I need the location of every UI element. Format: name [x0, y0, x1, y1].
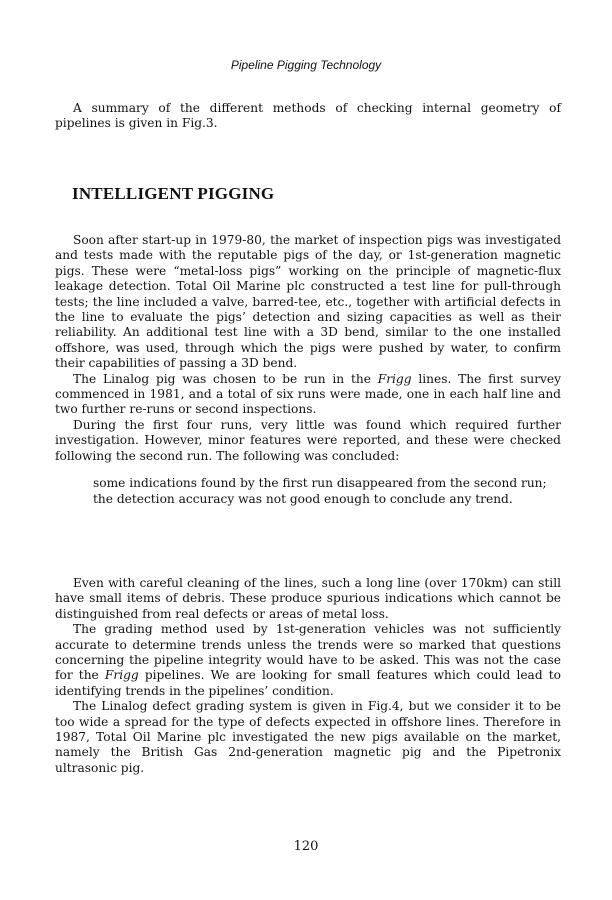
section-heading: INTELLIGENT PIGGING [72, 184, 275, 203]
paragraph-new-pigs: The Linalog defect grading system is given in Fig.4, but we consider it to be too wide a spread for the type of defects expected in offshore lines. Therefore in 1987, Total Oil Marine plc investigated the new pigs available on the market, namely the British Gas 2nd-generation magnetic pig and the Pipetronix ultrasonic pig. [55, 699, 561, 775]
paragraph-grading-method: The grading method used by 1st-generation vehicles was not sufficiently accurate to determine trends unless the trends were so marked that questions concerning the pipeline integrity would have to be asked. This was not the case for the Frigg pipelines. We are looking for small features which could lead to identifying trends in the pipelines’ condition. [55, 622, 561, 698]
conclusions-list [55, 476, 561, 507]
intro-block [55, 101, 561, 132]
list-item: the detection accuracy was not good enough to conclude any trend. [93, 491, 513, 506]
paragraph-debris: Even with careful cleaning of the lines, such a long line (over 170km) can still have small items of debris. These produce spurious indications which cannot be distinguished from real defects or areas of metal loss. [55, 576, 561, 621]
running-head: Pipeline Pigging Technology [230, 58, 382, 72]
paragraph-linalog-selection: The Linalog pig was chosen to be run in the Frigg lines. The first survey commenced in 1981, and a total of six runs were made, one in each half line and two further re-runs or second inspections. [55, 371, 561, 417]
page-number: 120 [293, 839, 319, 854]
intro-paragraph: A summary of the different methods of checking internal geometry of pipelines is given in Fig.3. [55, 101, 561, 131]
frigg-italic: Frigg [377, 371, 412, 386]
paragraph-first-four-runs: During the first four runs, very little was found which required further investigation. However, minor features were reported, and these were checked following the second run. The following was concluded: [55, 417, 561, 463]
section-body-1 [55, 233, 561, 519]
frigg-italic: Frigg [104, 668, 139, 683]
list-item: some indications found by the first run disappeared from the second run; [93, 476, 547, 491]
section-body-2 [55, 576, 561, 776]
paragraph-market-investigation: Soon after start-up in 1979-80, the market of inspection pigs was investigated and tests made with the reputable pigs of the day, or 1st-generation magnetic pigs. These were “metal-loss pigs” working on the principle of magnetic-flux leakage detection. Total Oil Marine plc constructed a test line for pull-through tests; the line included a valve, barred-tee, etc., together with artificial defects in the line to evaluate the pigs’ detection and sizing capacities as well as their reliability. An additional test line with a 3D bend, similar to the one installed offshore, was used, through which the pigs were pushed by water, to confirm their capabilities of passing a 3D bend. [55, 233, 561, 371]
